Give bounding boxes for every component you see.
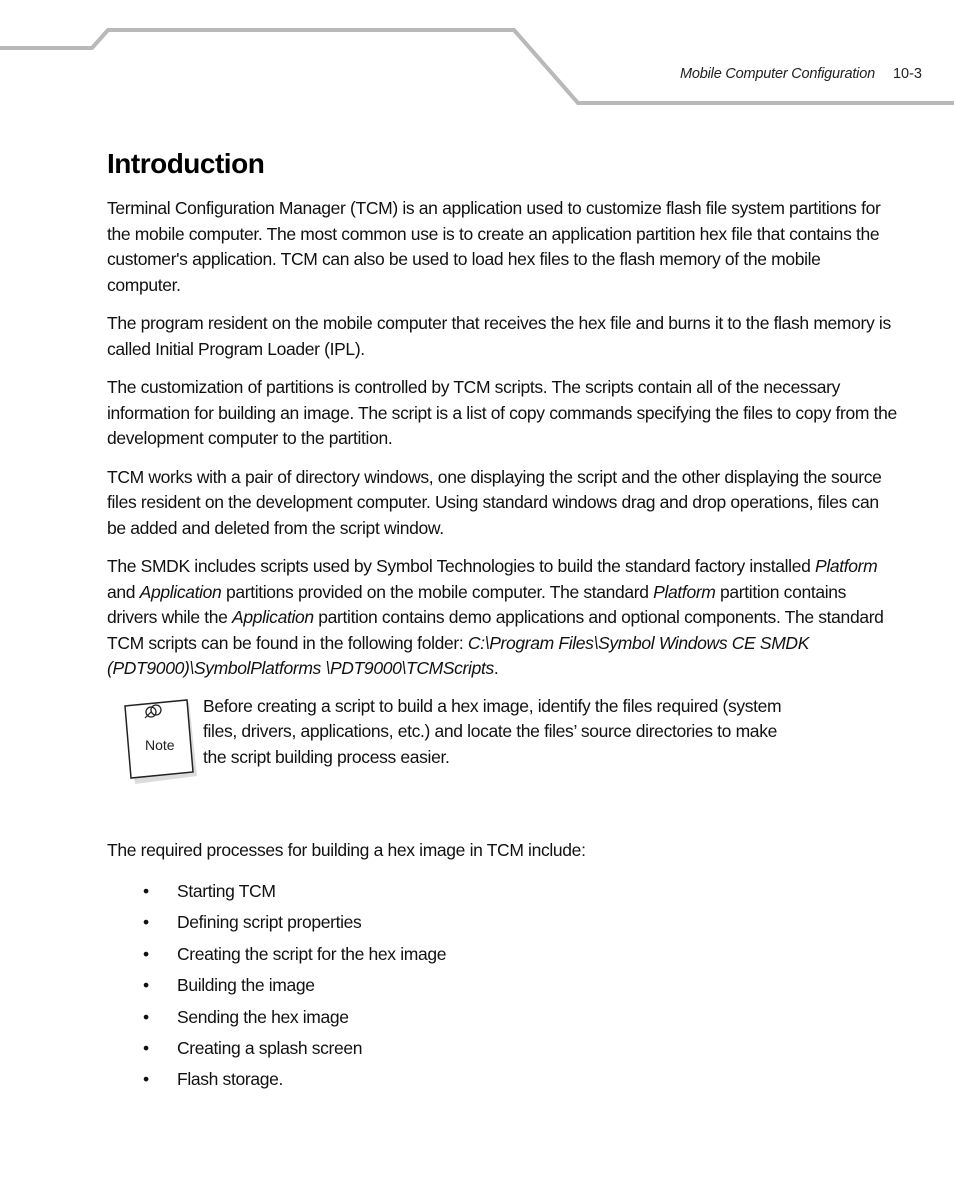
p5-platform: Platform <box>653 581 716 602</box>
list-item <box>107 1064 897 1095</box>
note-text: Before creating a script to build a hex image, identify the files required (system files, drivers, applications, etc.) and locate the files’ source directories to make the script building process easier. <box>203 695 782 767</box>
bullet: • <box>143 912 149 933</box>
p5-text: partition contains demo applications and optional components. The standard TCM scripts can be found in the following folder: <box>107 607 884 653</box>
main-content <box>107 148 897 1096</box>
bullet: • <box>143 1069 149 1090</box>
paragraph-5 <box>107 554 897 682</box>
note-block <box>107 695 897 816</box>
list-item <box>107 907 897 938</box>
list-item-text: Sending the hex image <box>177 1006 349 1027</box>
list-item <box>107 876 897 907</box>
p5-text: partitions provided on the mobile computer. The standard <box>221 581 654 602</box>
list-item-text: Building the image <box>177 975 315 996</box>
p5-text: The SMDK includes scripts used by Symbol Technologies to build the standard factory installed <box>107 556 815 576</box>
header-decoration <box>0 0 954 110</box>
note-label: Note <box>145 736 175 753</box>
list-item-text: Creating a splash screen <box>177 1038 363 1059</box>
section-heading: Introduction <box>107 148 265 179</box>
process-list <box>107 876 897 1096</box>
running-header-title: Mobile Computer Configuration <box>680 66 875 82</box>
list-item <box>107 1033 897 1064</box>
paragraph-3: The customization of partitions is controlled by TCM scripts. The scripts contain all of the necessary information for building an image. The script is a list of copy commands specifying the files to copy from the development computer to the partition. <box>107 377 897 448</box>
running-header <box>680 66 922 82</box>
list-item <box>107 1002 897 1033</box>
p5-text: partition contains drivers while the <box>107 581 847 627</box>
p5-text: . <box>493 658 499 678</box>
list-item-text: Flash storage. <box>177 1069 283 1090</box>
list-item-text: Creating the script for the hex image <box>177 943 447 964</box>
list-item-text: Starting TCM <box>177 881 276 901</box>
bullet: • <box>143 943 149 964</box>
list-item-text: Defining script properties <box>177 912 362 933</box>
note-icon <box>123 698 203 788</box>
bullet: • <box>143 1006 149 1027</box>
folder-path: C:\Program Files\Symbol Windows CE SMDK (PDT9000)\SymbolPlatforms \PDT9000\TCMScripts <box>107 632 810 678</box>
process-intro: The required processes for building a hex image in TCM include: <box>107 839 586 860</box>
p5-application: Application <box>232 607 314 627</box>
paragraph-1: Terminal Configuration Manager (TCM) is an application used to customize flash file system partitions for the mobile computer. The most common use is to create an application partition hex file that contains the customer's application. TCM can also be used to load hex files to the flash memory of the mobile computer. <box>107 198 881 295</box>
bullet: • <box>143 975 149 996</box>
p5-platform: Platform <box>815 556 878 576</box>
bullet: • <box>143 1038 149 1059</box>
paragraph-4: TCM works with a pair of directory windows, one displaying the script and the other displaying the source files resident on the development computer. Using standard windows drag and drop operations, files can be added and deleted from the script window. <box>107 466 882 538</box>
list-item <box>107 939 897 970</box>
p5-application: Application <box>139 581 222 602</box>
page-number: 10-3 <box>892 66 922 82</box>
list-item <box>107 970 897 1001</box>
bullet: • <box>143 881 149 901</box>
paragraph-2: The program resident on the mobile computer that receives the hex file and burns it to the flash memory is called Initial Program Loader (IPL). <box>107 313 891 359</box>
p5-text: and <box>107 581 140 602</box>
